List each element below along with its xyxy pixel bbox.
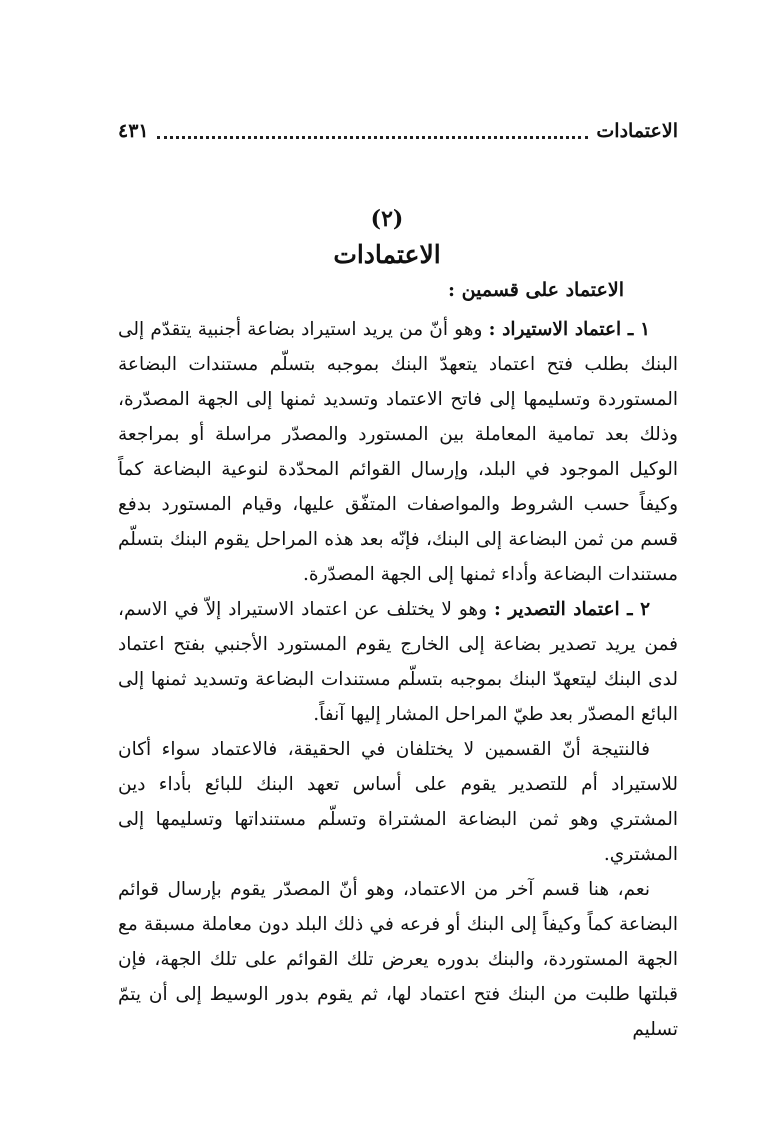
- body-text: [118, 312, 678, 1047]
- section-title: الاعتمادات: [333, 240, 441, 269]
- section-subheading: الاعتماد على قسمين :: [448, 279, 624, 301]
- page-number: ٤٣١: [118, 120, 149, 142]
- leader-dots: [157, 136, 589, 139]
- paragraph-import-credit: [118, 312, 678, 592]
- running-header: [118, 116, 678, 146]
- paragraph-text: وهو لا يختلف عن اعتماد الاستيراد إلاّ في الاسم، فمن يريد تصدير بضاعة إلى الخارج يقوم المستورد الأجنبي بفتح اعتماد لدى البنك ليتعهدّ البنك بموجبه بتسلّم مستندات البضاعة وتسديد ثمنها إلى البائع المصدّر بعد طيّ المراحل المشار إليها آنفاً.: [118, 599, 678, 725]
- section-number: (٢): [370, 206, 404, 232]
- paragraph-conclusion: [118, 732, 678, 872]
- paragraph-text: فالنتيجة أنّ القسمين لا يختلفان في الحقيقة، فالاعتماد سواء أكان للاستيراد أم للتصدير يقوم على أساس تعهد البنك للبائع بأداء دين المشتري وهو ثمن البضاعة المشتراة وتسلّم مستنداتها وتسليمها إلى المشتري.: [118, 739, 678, 865]
- paragraph-text: وهو أنّ من يريد استيراد بضاعة أجنبية يتقدّم إلى البنك بطلب فتح اعتماد يتعهدّ البنك بموجبه بتسلّم مستندات البضاعة المستوردة وتسليمها إلى فاتح الاعتماد وتسديد ثمنها إلى الجهة المصدّرة، وذلك بعد تمامية المعاملة بين المستورد والمصدّر مراسلة أو بمراجعة الوكيل الموجود في البلد، وإرسال القوائم المحدّدة لنوعية البضاعة كماً وكيفاً حسب الشروط والمواصفات المتفّق عليها، وقيام المستورد بدفع قسم من ثمن البضاعة إلى البنك، فإنّه بعد هذه المراحل يقوم البنك بتسلّم مستندات البضاعة وأداء ثمنها إلى الجهة المصدّرة.: [118, 319, 678, 585]
- running-header-title: الاعتمادات: [596, 120, 678, 142]
- paragraph-text: نعم، هنا قسم آخر من الاعتماد، وهو أنّ المصدّر يقوم بإرسال قوائم البضاعة كماً وكيفاً إلى البنك أو فرعه في ذلك البلد دون معاملة مسبقة مع الجهة المستوردة، والبنك بدوره يعرض تلك القوائم على تلك الجهة، فإن قبلتها طلبت من البنك فتح اعتماد لها، ثم يقوم بدور الوسيط إلى أن يتمّ تسليم: [118, 879, 678, 1040]
- paragraph-lead: ١ ـ اعتماد الاستيراد :: [488, 319, 650, 340]
- paragraph-export-credit: [118, 592, 678, 732]
- paragraph-other-type: [118, 872, 678, 1047]
- paragraph-lead: ٢ ـ اعتماد التصدير :: [494, 599, 650, 620]
